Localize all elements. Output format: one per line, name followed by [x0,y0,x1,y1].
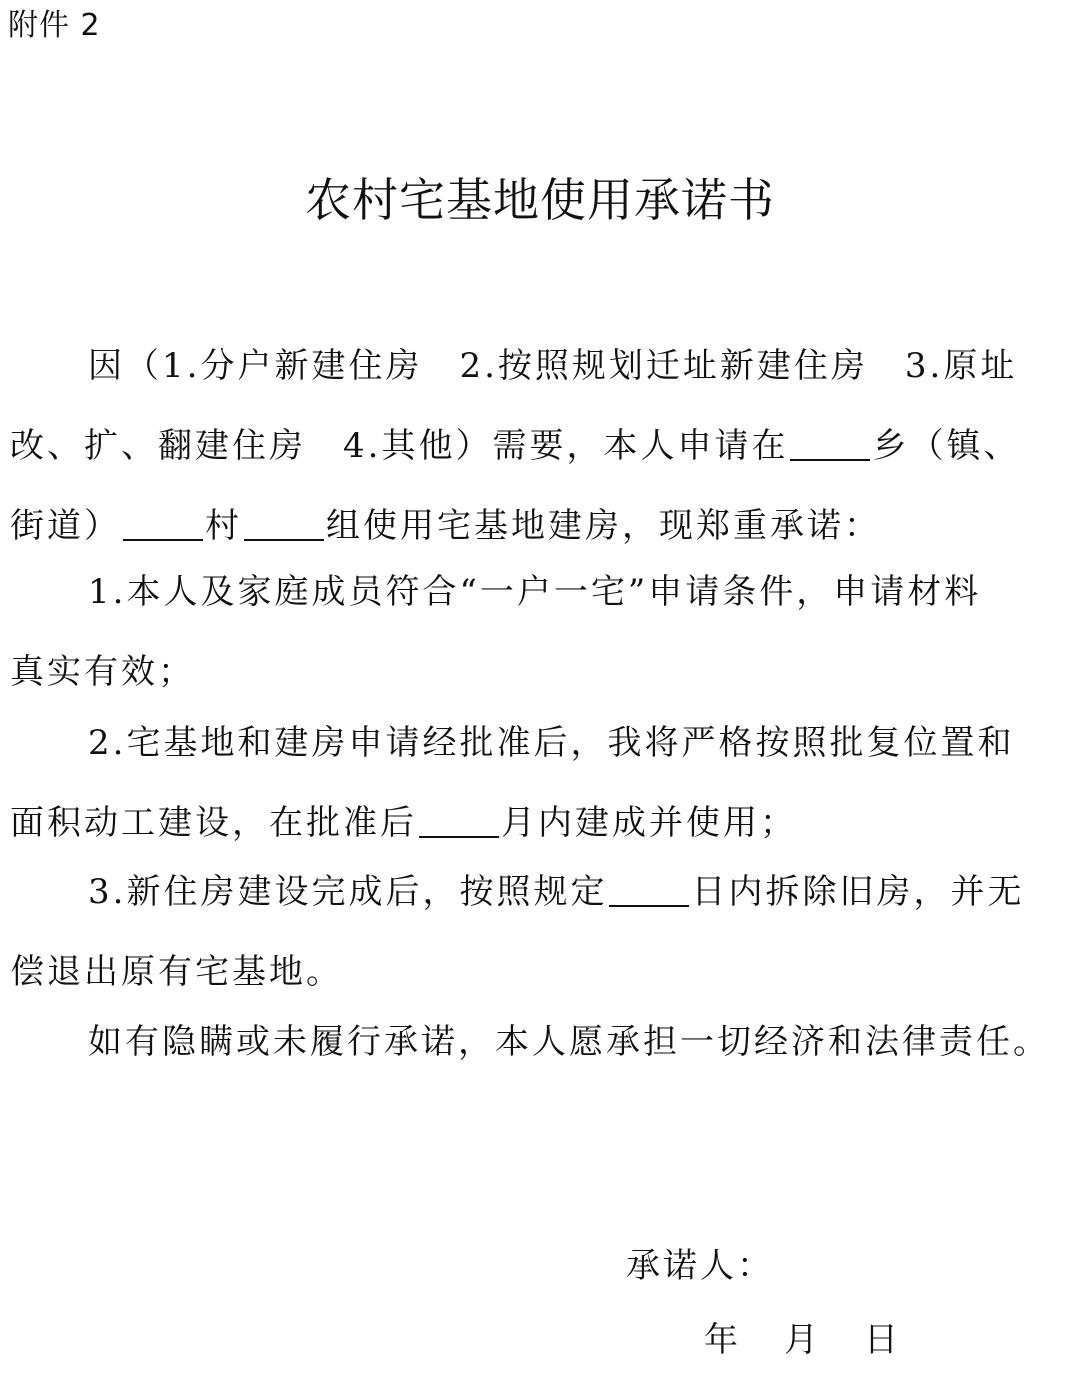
item-1-line-1: 1.本人及家庭成员符合“一户一宅”申请条件，申请材料 [88,572,982,612]
commitment-item-1 [10,552,1070,712]
intro-paragraph [10,326,1070,566]
intro-line-2-suffix: 乡（镇、 [872,426,1021,466]
intro-line-2-text: 改、扩、翻建住房 4.其他）需要，本人申请在 [10,426,789,466]
closing-paragraph [10,1002,1070,1082]
item-2-line-2-suffix: 月内建成并使用； [501,803,797,843]
commitment-item-2 [10,703,1070,863]
item-1-line-2: 真实有效； [10,652,195,692]
item-3-line-2: 偿退出原有宅基地。 [10,952,343,992]
closing-line: 如有隐瞒或未履行承诺，本人愿承担一切经济和法律责任。 [88,1022,1050,1062]
item-2-line-1: 2.宅基地和建房申请经批准后，我将严格按照批复位置和 [88,723,1015,763]
day-label: 日 [864,1320,898,1360]
intro-line-3-suffix: 组使用宅基地建房，现郑重承诺： [326,506,881,546]
intro-line-3-village: 村 [205,506,242,546]
group-blank [244,538,324,541]
days-blank [609,904,689,907]
village-blank [123,538,203,541]
commitment-item-3 [10,852,1070,1012]
month-label: 月 [784,1320,818,1360]
intro-line-2 [10,406,1070,486]
months-blank [419,835,499,838]
item-3-line-1 [10,852,1070,932]
intro-line-1: 因（1.分户新建住房 2.按照规划迁址新建住房 3.原址 [88,346,1018,386]
item-3-line-1-text: 3.新住房建设完成后，按照规定 [88,872,608,912]
item-2-line-2 [10,783,1070,863]
item-2-line-2-text: 面积动工建设，在批准后 [10,803,417,843]
document-title: 农村宅基地使用承诺书 [305,173,775,227]
item-3-line-1-suffix: 日内拆除旧房，并无 [691,872,1025,912]
attachment-label: 附件 2 [8,8,101,43]
date-line [704,1310,898,1370]
year-label: 年 [704,1320,738,1360]
signature-label: 承诺人： [626,1246,774,1286]
intro-line-3-prefix: 街道） [10,506,121,546]
township-blank [790,458,870,461]
